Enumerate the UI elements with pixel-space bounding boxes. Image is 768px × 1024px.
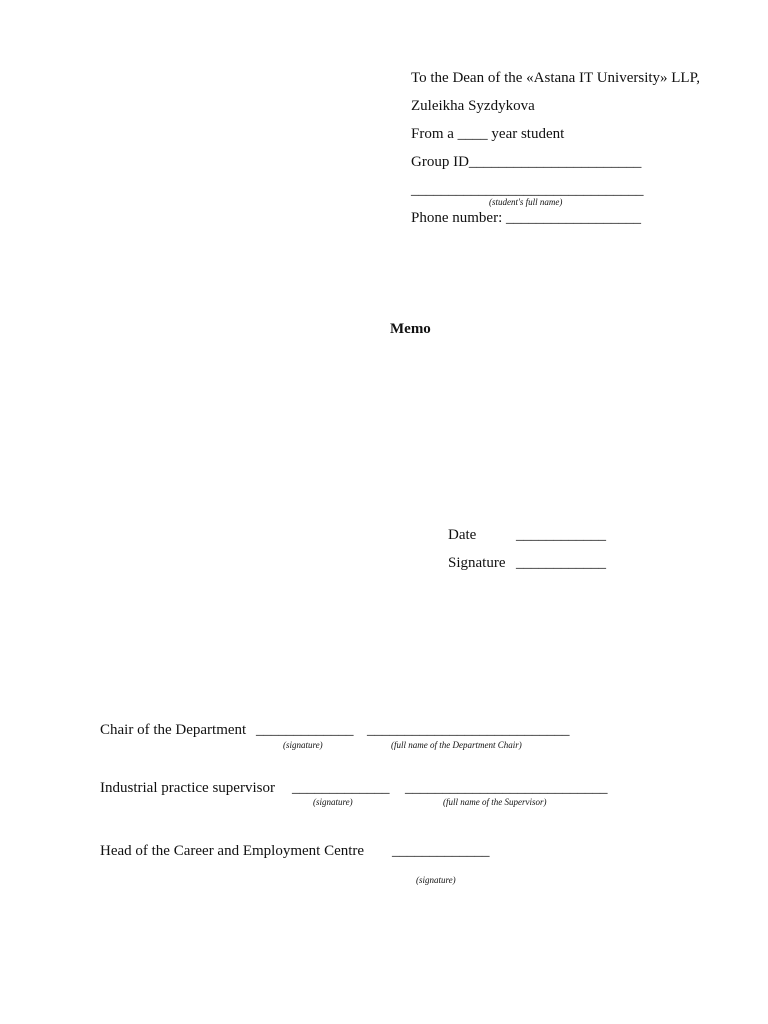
chair-name-line: ___________________________ bbox=[367, 722, 570, 738]
phone-number-line: Phone number: __________________ bbox=[411, 210, 641, 226]
signature-line: ____________ bbox=[516, 555, 606, 571]
supervisor-name-caption: (full name of the Supervisor) bbox=[443, 797, 547, 807]
addressee-line: To the Dean of the «Astana IT University» LLP, bbox=[411, 70, 701, 86]
chair-name-caption: (full name of the Department Chair) bbox=[391, 740, 522, 750]
student-year-line: From a ____ year student bbox=[411, 126, 565, 142]
supervisor-name-line: ___________________________ bbox=[405, 780, 608, 796]
career-signature-caption: (signature) bbox=[416, 875, 456, 885]
chair-label: Chair of the Department bbox=[100, 722, 247, 738]
date-line: ____________ bbox=[516, 527, 606, 543]
page-title: Memo bbox=[390, 321, 431, 337]
chair-signature-caption: (signature) bbox=[283, 740, 323, 750]
career-head-label: Head of the Career and Employment Centre bbox=[100, 843, 365, 859]
signature-label: Signature bbox=[448, 555, 506, 571]
group-id-line: Group ID_______________________ bbox=[411, 154, 642, 170]
supervisor-signature-line: _____________ bbox=[292, 780, 390, 796]
date-label: Date bbox=[448, 527, 477, 543]
chair-signature-line: _____________ bbox=[256, 722, 354, 738]
student-name-line: _______________________________ bbox=[411, 182, 644, 198]
student-name-caption: (student's full name) bbox=[489, 197, 563, 207]
supervisor-signature-caption: (signature) bbox=[313, 797, 353, 807]
supervisor-label: Industrial practice supervisor bbox=[100, 780, 275, 796]
career-signature-line: _____________ bbox=[392, 843, 490, 859]
dean-name: Zuleikha Syzdykova bbox=[411, 98, 535, 114]
